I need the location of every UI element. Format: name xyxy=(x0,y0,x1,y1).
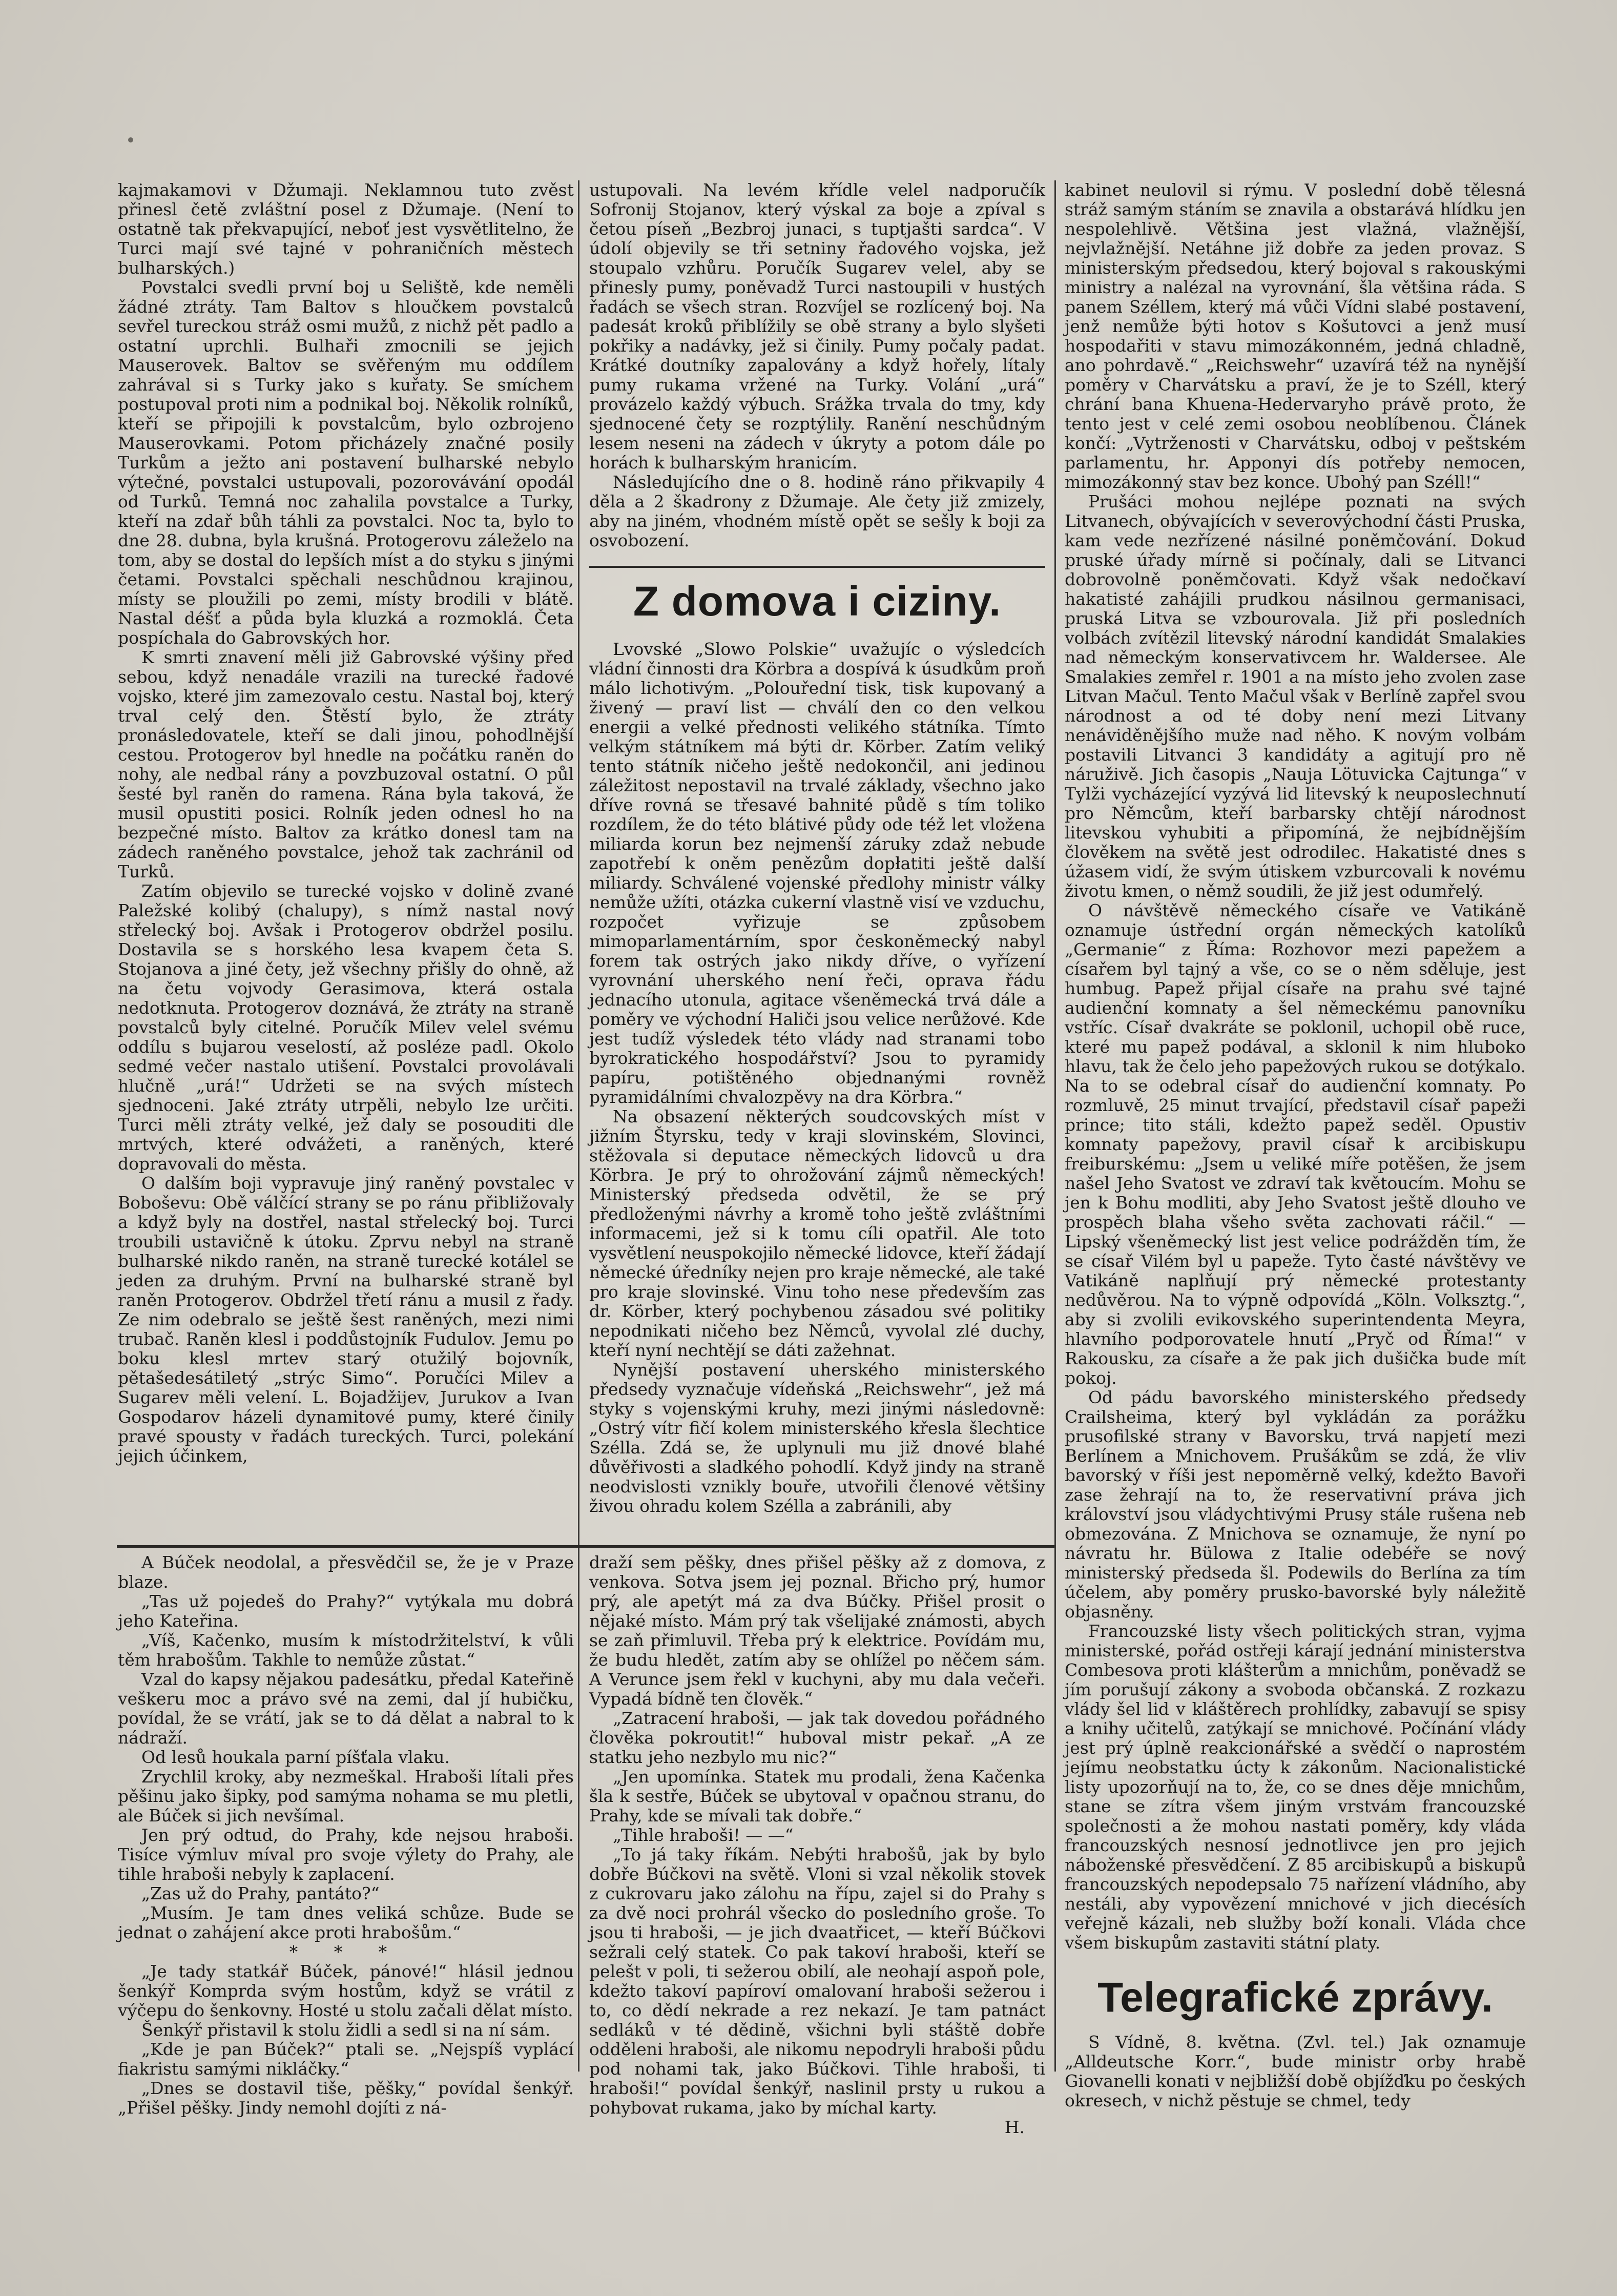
feuilleton-paragraph: Zrychlil kroky, aby nezmeškal. Hraboši lítali přes pěšinu jako šipky, pod samýma nohama se mu pletli, ale Búček si jich nevšímal. xyxy=(118,1767,574,1826)
feuilleton-paragraph: „Víš, Kačenko, musím k místodržitelství, k vůli těm hrabošům. Takhle to nemůže zůstat.“ xyxy=(118,1630,574,1670)
news-paragraph: kabinet neulovil si rýmu. V poslední době tělesná stráž samým stáním se znavila a obstarává hlídku jen nespolehlivě. Většina jest vlažná, vlažnější, nejvlažnější. Netáhne již dobře za jeden provaz. S ministerským předsedou, který bojoval s rakouskými ministry a nalézal na vyrovnání, šla většina ráda. S panem Széllem, který má vůči Vídni slabé postavení, jenž nemůže býti hotov s Košutovci a jenž musí hospodařiti v stavu mimozákonném, jedná chladně, ano pohrdavě.“ „Reichswehr“ uzavírá též na nynější poměry v Charvátsku a praví, že je to Széll, který chrání bana Khuena-Hedervaryho právě proto, že tento jest v celé zemi osobou neoblíbenou. Článek končí: „Vytrženosti v Charvátsku, odboj v peštském parlamentu, hr. Apponyi dís potřeby nemocen, mimozákonný stav bez konce. Ubohý pan Széll!“ xyxy=(1065,180,1526,492)
article-paragraph: Povstalci svedli první boj u Seliště, kde neměli žádné ztráty. Tam Baltov s hloučkem povstalců sevřel tureckou stráž osmi mužů, z nichž pět padlo a ostatní uprchli. Bulhaři zmocnili se jejich Mauserovek. Baltov se svěřeným mu oddílem zahrával si s Turky jako s kuřaty. Se smíchem postupoval proti nim a podnikal boj. Několik rolníků, kteří se připojili k povstalcům, bylo ozbrojeno Mauserovkami. Potom přicházely značné posily Turkům a ježto ani postavení bulharské nebylo výtečné, povstalci ustupovali, pozorovávání opodál od Turků. Temná noc zahalila povstalce a Turky, kteří na zdař bůh táhli za povstalci. Noc ta, bylo to dne 28. dubna, byla krušná. Protogerovu záleželo na tom, aby se dostal do lepších míst a do styku s jinými četami. Povstalci spěchali neschůdnou krajinou, místy se ploužili po zemi, místy brodili v blátě. Nastal déšť a půda byla kluzká a rozmoklá. Četa pospíchala do Gabrovských hor. xyxy=(118,277,574,648)
article-paragraph: O dalším boji vypravuje jiný raněný povstalec v Boboševu: Obě válčící strany se po ránu přibližovaly a když byly na dostřel, nastal střelecký boj. Turci troubili ustavičně k útoku. Zprvu nebyl na straně bulharské nikdo raněn, na straně turecké kotálel se jeden za druhým. První na bulharské straně byl raněn Protogerov. Obdržel třetí ránu a musil z řady. Ze nim odebralo se ještě šest raněných, mezi nimi trubač. Raněn klesl i poddůstojník Fudulov. Jemu po boku klesl mrtev starý otužilý bojovník, pětašedesátiletý „strýc Simo“. Poručíci Milev a Sugarev měli velení. L. Bojadžijev, Jurukov a Ivan Gospodarov házeli dynamitové pumy, které činily pravé spousty v řadách tureckých. Turci, polekání jejich účinkem, xyxy=(118,1173,574,1466)
news-paragraph: Nynější postavení uherského ministerského předsedy vyznačuje vídeňská „Reichswehr“, jež má styky s vojenskými kruhy, mezi jinými následovně: „Ostrý vítr fičí kolem ministerského křesla šlechtice Szélla. Zdá se, že uplynuli mu již dnové blahé důvěřivosti a sladkého pohodlí. Když jindy na straně neodvislosti vznikly bouře, utvořili členové většiny živou ohradu kolem Szélla a zabránili, aby xyxy=(589,1360,1045,1516)
article-paragraph: ustupovali. Na levém křídle velel nadporučík Sofronij Stojanov, který výskal za boje a zpíval s četou píseň „Bezbroj junaci, s tuptjašti sardca“. V údolí objevily se tři setniny řadového vojska, jež stoupalo vzhůru. Poručík Sugarev velel, aby se přinesly pumy, poněvadž Turci nastoupili v hustých řadách se všech stran. Rozvíjel se rozlícený boj. Na padesát kroků přiblížily se obě strany a bylo slyšeti pokřiky a nadávky, jež si činily. Pumy počaly padat. Krátké doutníky zapalovány a když hořely, lítaly pumy rukama vržené na Turky. Volání „urá“ provázelo každý výbuch. Srážka trvala do tmy, kdy sjednocené čety se rozptýlily. Ranění neschůdným lesem neseni na zádech v úkryty a potom dále po horách k bulharským hranicím. xyxy=(589,180,1045,473)
news-paragraph: Prušáci mohou nejlépe poznati na svých Litvanech, obývajících v severovýchodní části Pruska, kam vede nezřízené násilné poněmčování. Dokud pruské úřady mírně si počínaly, dali se Litvanci dobrovolně poněmčovati. Když však nedočkaví hakatisté zahájili prudkou násilnou germanisaci, pruská Litva se vzbourovala. Již při posledních volbách zvítězil litevský národní kandidát Smalakies nad německým konservativcem hr. Waldersee. Ale Smalakies zemřel r. 1901 a na místo jeho zvolen zase Litvan Mačul. Tento Mačul však v Berlíně zapřel svou národnost a od té doby není mezi Litvany nenáviděnějšího muže nad něho. K novým volbám postavili Litvanci 3 kandidáty a agitují pro ně náruživě. Jich časopis „Nauja Lötuvicka Cajtunga“ v Tylži vycházející vyzývá lid litevský k neuposlechnutí pro Němcům, kteří barbarsky chtějí národnost litevskou vyhubiti a připomíná, že nejbídnějším člověkem na světě jest odrodilec. Hakatisté dnes s úžasem vidí, že svým útiskem vzburcovali k novému životu kmen, o němž soudili, že již jest odumřelý. xyxy=(1065,491,1526,901)
feuilleton-paragraph: „Dnes se dostavil tiše, pěšky,“ povídal šenkýř. „Přišel pěšky. Jindy nemohl dojíti z ná- xyxy=(118,2078,574,2118)
feuilleton-paragraph: „Zatracení hraboši, — jak tak dovedou pořádného člověka pokroutit!“ huboval mistr pekař. „A ze statku jeho nezbylo mu nic?“ xyxy=(589,1708,1045,1767)
feuilleton-paragraph: „Musím. Je tam dnes veliká schůze. Bude se jednat o zahájení akce proti hrabošům.“ xyxy=(118,1903,574,1942)
feuilleton-paragraph: Vzal do kapsy nějakou padesátku, předal Kateřině veškeru moc a právo své na zemi, dal jí hubičku, povídal, že se vrátí, jak se to dá dělat a nabral to k nádraží. xyxy=(118,1669,574,1748)
column-rule-right xyxy=(1054,180,1056,2072)
feuilleton-paragraph: Od lesů houkala parní píšťala vlaku. xyxy=(141,1747,450,1767)
article-paragraph: Následujícího dne o 8. hodině ráno přikvapily 4 děla a 2 škadrony z Džumaje. Ale čety již zmizely, aby na jiném, vhodném místě opět se sešly k boji za osvobození. xyxy=(589,472,1045,550)
news-paragraph: Na obsazení některých soudcovských míst v jižním Štyrsku, tedy v kraji slovinském, Slovinci, stěžovala si deputace německých lidovců u dra Körbra. Je prý to ohrožování zájmů německých! Ministerský předseda odvětil, že se prý předloženými návrhy a kromě toho ještě zvláštními informacemi, jež si k tomu cíli opatřil. Ale toto vysvětlení neuspokojilo německé lidovce, kteří žádají německé úředníky nejen pro kraje německé, ale také pro kraje slovinské. Vinu toho nese především zas dr. Körber, který pochybenou zásadou své politiky nepodnikati ničeho bez Němců, vyvolal zlé duchy, kteří nyní nechtějí se dáti zažehnat. xyxy=(589,1106,1045,1360)
feuilleton-paragraph: Jen prý odtud, do Prahy, kde nejsou hraboši. Tisíce výmluv míval pro svoje výlety do Prahy, ale tihle hraboši nebyly k zaplacení. xyxy=(118,1825,574,1884)
feuilleton-paragraph: draží sem pěšky, dnes přišel pěšky až z domova, z venkova. Sotva jsem jej poznal. Břicho prý, humor prý, ale apetýt má za dva Búčky. Přišel prosit o nějaké místo. Mám prý tak všelijaké známosti, abych se zaň přimluvil. Třeba prý k elektrice. Povídám mu, že budu hledět, zatím aby se ohlížel po něčem sám. A Verunce jsem řekl v kuchyni, aby mu dala večeři. Vypadá bídně ten člověk.“ xyxy=(589,1552,1045,1709)
telegraph-paragraph: S Vídně, 8. května. (Zvl. tel.) Jak oznamuje „Alldeutsche Korr.“, bude ministr orby hrabě Giovanelli konati v nejbližší době objížďku po českých okresech, v nichž pěstuje se chmel, tedy xyxy=(1065,2032,1526,2110)
telegraph-heading: Telegrafické zprávy. xyxy=(1097,1974,1493,2021)
ink-speck xyxy=(128,137,133,142)
feuilleton-column-1 xyxy=(118,1552,574,2118)
article-paragraph: kajmakamovi v Džumaji. Neklamnou tuto zvěst přinesl četě zvláštní posel z Džumaje. (Není to ostatně tak překvapující, neboť jest vysvětlitelno, že Turci mají své tajné v pohraničních městech bulharských.) xyxy=(118,180,574,278)
news-paragraph: Od pádu bavorského ministerského předsedy Crailsheima, který byl vykládán za porážku prusofilské strany v Bavorsku, trvá napjetí mezi Berlínem a Mnichovem. Prušákům se zdá, že vliv bavorský v říši jest nepoměrně velký, kdežto Bavoři zase žehrají na to, že reservativní práva jich království jsou vládychtivými Prusy stále rušena neb obmezována. Z Mnichova se oznamuje, že nyní po návratu hr. Bülowa z Italie odebéře se nový ministerský předseda šl. Podewils do Berlína za tím účelem, aby poměry prusko-bavorské byly náležitě objasněny. xyxy=(1065,1387,1526,1622)
column-rule-left xyxy=(578,180,579,2072)
feuilleton-paragraph: A Búček neodolal, a přesvědčil se, že je v Praze blaze. xyxy=(118,1552,574,1592)
feuilleton-paragraph: Šenkýř přistavil k stolu židli a sedl si na ní sám. xyxy=(141,2020,551,2040)
article-paragraph: K smrti znavení měli již Gabrovské výšiny před sebou, když nenadále vrazili na turecké řadové vojsko, které jim zamezovalo cestu. Nastal boj, který trval celý den. Štěstí bylo, že ztráty pronásledovatele, kteří se dali jinou, pohodlnější cestou. Protogerov byl hnedle na počátku raněn do nohy, ale nedbal rány a povzbuzoval ostatní. O půl šesté byl raněn do ramena. Rána byla taková, že musil opustiti posici. Rolník jeden odnesl ho na bezpečné místo. Baltov za krátko donesl tam na zádech raněného povstalce, jehož tak zachránil od Turků. xyxy=(118,647,574,881)
feuilleton-paragraph: „Je tady statkář Búček, pánové!“ hlásil jednou šenkýř Komprda svým hostům, když se vrátil z výčepu do šenkovny. Hosté u stolu začali dělat místo. xyxy=(118,1961,574,2020)
section-heading: Z domova i ciziny. xyxy=(589,566,1045,626)
column-3 xyxy=(1065,180,1526,2110)
feuilleton-paragraph: „Jen upomínka. Statek mu prodali, žena Kačenka šla k sestře, Búček se ubytoval v opačnou stranu, do Prahy, kde se mívali tak dobře.“ xyxy=(589,1767,1045,1826)
section-break-stars: * * * xyxy=(289,1942,403,1962)
news-paragraph: Francouzské listy všech politických stran, vyjma ministerské, pořád ostřeji kárají jednání ministerstva Combesova proti klášterům a mnichům, poněvadž se jím porušují zákony a svoboda občanská. Z rozkazu vlády šel lid v kláštěrech prohlídky, zabavují se spisy a knihy učitelů, zatýkají se mnichové. Počínání vlády jest prý úplně reakcionářské a svědčí o naprostém jejímu neobstatku úcty k zákonům. Nacionalistické listy upozorňují na to, že, co se dnes děje mnichům, stane se zítra všem jiným vrstvám francouzské společnosti a že mohou nastati poměry, kdy vláda francouzských nesnosí jednotlivce jen pro jejich náboženské přesvědčení. Z 85 arcibiskupů a biskupů francouzských nepodepsalo 75 nařízení vládního, aby nestáli, aby vypovězení mnichové v jich diecésích veřejně kázali, neb služby boží konali. Vláda chce všem biskupům zastaviti státní platy. xyxy=(1065,1621,1526,1953)
article-paragraph: Zatím objevilo se turecké vojsko v dolině zvané Paležské kolibý (chalupy), s nímž nastal nový střelecký boj. Avšak i Protogerov obdržel posilu. Dostavila se s horského lesa kvapem četa S. Stojanova a jiné čety, jež všechny přišly do ohně, až na četu vojvody Gerasimova, která ostala nedotknuta. Protogerov doznává, že ztráty na straně povstalců byly citelné. Poručík Milev velel svému oddílu s bujarou veselostí, až posléze padl. Okolo sedmé večer nastalo utišení. Povstalci provolávali hlučně „urá!“ Udržeti se na svých místech sjednoceni. Jaké ztráty utrpěli, nebylo lze určiti. Turci měli ztráty velké, jež daly se posouditi dle mrtvých, které odvážeti, a raněných, které dopravovali do města. xyxy=(118,881,574,1174)
news-paragraph: O návštěvě německého císaře ve Vatikáně oznamuje ústřední orgán německých katolíků „Germanie“ z Říma: Rozhovor mezi papežem a císařem byl tajný a vše, co se o něm sděluje, jest humbug. Papež přijal císaře na prahu své tajné audienční komnaty a šel německému panovníku vstříc. Císař dvakráte se poklonil, uchopil obě ruce, které mu papež podával, a sklonil k nim hluboko hlavu, tak že čelo jeho papežových rukou se dotýkalo. Na to se odebral císař do audienční komnaty. Po rozmluvě, 25 minut trvající, představil císař papeži prince; tito stáli, kdežto papež seděl. Opustiv komnaty papežovy, pravil císař k arcibiskupu freiburskému: „Jsem u veliké míře potěšen, že jsem našel Jeho Svatost ve zdraví tak květoucím. Mohu se jen k Bohu modliti, aby Jeho Svatost ještě dlouho ve prospěch blaha všeho světa zachovati ráčil.“ — Lipský všeněmecký list jest velice podrážděn tím, že se císař Vilém byl u papeže. Tyto časté návštěvy ve Vatikáně naplňují prý německé protestanty nedůvěrou. Na to výpně odpovídá „Köln. Volksztg.“, aby si zvolili evikovského superintendenta Meyra, hlavního podporovatele hnutí „Pryč od Říma!“ v Rakousku, za císaře a že pak jich dušička bude mít pokoj. xyxy=(1065,900,1526,1388)
feuilleton-paragraph: „To já taky říkám. Nebýti hrabošů, jak by bylo dobře Búčkovi na světě. Vloni si vzal několik stovek z cukrovaru jako zálohu na řípu, zajel si do Prahy s za dvě noci prohrál všecko do posledního groše. To jsou ti hraboši, — je jich dvaatřicet, — kteří Búčkovi sežrali celý statek. Co pak takoví hraboši, kteří se pelešt v poli, ti sežerou obilí, ale neohají aspoň pole, kdežto takoví papíroví omalovaní hraboši sežerou i to, co dědí nekrade a rez nekazí. Je tam patnáct sedláků v té dědině, všichni byli stáště dobře odděleni hraboši, ale nikomu nepodryli hraboši půdu pod nohami tak, jako Búčkovi. Tihle hraboši, ti hraboši!“ povídal šenkýř, naslinil prsty u rukou a pohybovat rukama, jako by míchal karty. xyxy=(589,1844,1045,2118)
feuilleton-paragraph: „Tas už pojedeš do Prahy?“ vytýkala mu dobrá jeho Kateřina. xyxy=(118,1591,574,1631)
feuilleton-paragraph: „Zas už do Prahy, pantáto?“ xyxy=(141,1883,380,1903)
news-paragraph: Lvovské „Slowo Polskie“ uvažujíc o výsledcích vládní činnosti dra Körbra a dospívá k úsudkům proň málo lichotivým. „Polouřední tisk, tisk kupovaný a živený — praví list — chválí den co den velkou energii a velké přednosti velikého státníka. Tímto velkým státníkem má býti dr. Körber. Zatím veliký tento státník ničeho ještě nedokončil, ani jedinou záležitost nepostavil na trvalé základy, všechno jako dříve rovná se třesavé bahnité půdě s tím toliko rozdílem, že do této blátivé půdy ode též let vložena miliarda korun bez nejmenší záruky zdaž nebude zapotřebí k oněm penězům dopłatiti ještě další miliardy. Schválené vojenské předlohy ministr války nemůže užíti, otázka cukerní vlastně visí ve vzduchu, rozpočet vyřizuje se způsobem mimoparlamentárním, spor českoněmecký nabyl forem tak ostrých jako nikdy dříve, o vyřízení vyrovnání uherského není řeči, oprava řádu jednacího utonula, agitace všeněmecká trvá dále a poměry ve východní Haliči jsou velice nerůžové. Kde jest tudíž výsledek této vlády nad stranami tobo byrokratického hospodářství? Jsou to pyramidy papíru, potištěného objednanými rovněž pyramidálními chvalozpěvy na dra Körbra.“ xyxy=(589,639,1045,1107)
feuilleton-column-2 xyxy=(589,1552,1045,2137)
feuilleton-paragraph: „Tihle hraboši! — —“ xyxy=(613,1825,794,1845)
author-signature: H. xyxy=(1004,2117,1025,2137)
feuilleton-paragraph: „Kde je pan Búček?“ ptali se. „Nejspíš vyplácí fiakristu samými nikláčky.“ xyxy=(118,2039,574,2079)
